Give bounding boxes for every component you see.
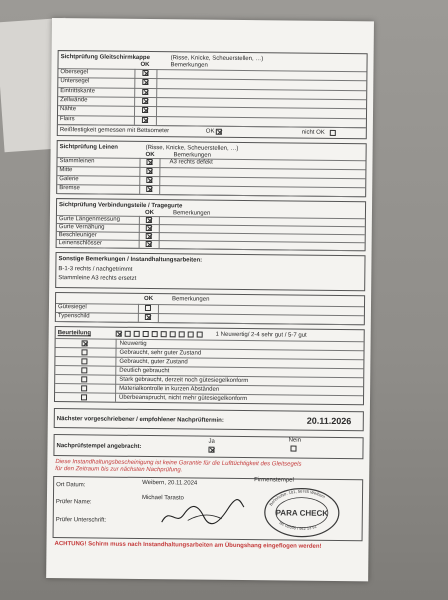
strength-ok-checkbox[interactable] — [216, 129, 222, 135]
inspector-name-label: Prüfer Name: — [55, 499, 92, 506]
scale-box-10[interactable] — [197, 332, 203, 338]
strength-ok-label: OK — [205, 128, 215, 135]
stamp-no-label: Nein — [288, 437, 301, 444]
connectors-row-3-checkbox[interactable] — [146, 241, 152, 247]
next-inspection-label: Nächster vorgeschriebener / empfohlener Nachprüftermin: — [56, 416, 224, 424]
connectors-row-2-checkbox[interactable] — [146, 233, 152, 239]
lines-row-0-remark: A3 rechts defekt — [169, 159, 213, 166]
assessment-scale: 1 Neuwertig/ 2-4 sehr gut / 5-7 gut — [215, 331, 307, 339]
strength-label: Reißfestigkeit gemessen mit Bettsometer — [59, 127, 170, 135]
place-date-value: Weibern, 20.11.2024 — [142, 479, 198, 487]
strength-not-ok-checkbox[interactable] — [330, 130, 336, 136]
connectors-row-0-label: Gurte Längenmessung — [58, 216, 120, 223]
inspector-signature-label: Prüfer Unterschrift: — [55, 517, 107, 524]
lines-row-0-label: Stammleinen — [59, 158, 95, 165]
stamp-logo-text: PARA CHECK — [275, 508, 329, 518]
assessment-section — [54, 326, 365, 405]
seal-row-1-label: Typenschild — [57, 313, 90, 320]
seal-row-0-checkbox[interactable] — [145, 305, 151, 311]
assessment-option-1-checkbox[interactable] — [81, 349, 87, 355]
canopy-row-4-label: Nähte — [60, 106, 77, 113]
assessment-option-4-checkbox[interactable] — [81, 376, 87, 382]
canopy-row-1-label: Untersegel — [60, 78, 90, 85]
seal-row-1-checkbox[interactable] — [145, 314, 151, 320]
remarks-title: Sonstige Bemerkungen / Instandhaltungsarbeiten: — [58, 256, 203, 264]
assessment-option-5-checkbox[interactable] — [81, 385, 87, 391]
connectors-row-2-label: Beschleuniger — [58, 232, 97, 239]
assessment-option-4-label: Stark gebraucht, derzeit noch gütesiegelkonform — [119, 376, 249, 384]
lines-row-2-checkbox[interactable] — [146, 177, 152, 183]
connectors-row-1-checkbox[interactable] — [146, 225, 152, 231]
next-inspection-date: 20.11.2026 — [306, 415, 352, 427]
company-stamp-label: Firmenstempel — [254, 477, 294, 484]
connectors-ok-header: OK — [144, 209, 154, 217]
scale-box-4[interactable] — [143, 331, 149, 337]
remarks-line-1: B-1-3 rechts / nachgetrimmt — [58, 266, 133, 273]
disclaimer-line-2: für den Zeitraum bis zur nächsten Nachprüfung. — [55, 466, 183, 474]
assessment-option-2-checkbox[interactable] — [81, 358, 87, 364]
stamp-applied-section — [53, 434, 363, 459]
assessment-option-1-label: Gebraucht, sehr guter Zustand — [119, 349, 202, 357]
lines-row-3-label: Bremse — [59, 185, 80, 192]
remarks-line-2: Stammleine A3 rechts ersetzt — [58, 275, 137, 282]
company-stamp — [262, 485, 343, 540]
canopy-section — [57, 50, 368, 139]
scale-box-7[interactable] — [170, 331, 176, 337]
canopy-row-2-label: Eintrittskante — [60, 87, 95, 95]
svg-text:Tel. 02655 / 942 13 91 — [278, 520, 318, 531]
scale-box-1[interactable] — [116, 331, 122, 337]
scale-box-2[interactable] — [125, 331, 131, 337]
canopy-row-5-checkbox[interactable] — [142, 116, 148, 122]
canopy-row-5-label: Flairs — [59, 115, 75, 122]
canopy-row-1-checkbox[interactable] — [142, 79, 148, 85]
canopy-row-3-label: Zellwände — [60, 96, 88, 104]
canopy-row-3-checkbox[interactable] — [142, 98, 148, 104]
canopy-row-4-checkbox[interactable] — [142, 107, 148, 113]
warning-text: ACHTUNG! Schirm muss nach Instandhaltungsarbeiten am Übungshang eingeflogen werden! — [54, 541, 322, 550]
lines-title: Sichtprüfung Leinen — [59, 144, 119, 151]
seal-row-0-label: Gütesiegel — [57, 304, 87, 311]
canopy-remarks-header: Bemerkungen — [170, 62, 208, 69]
strength-not-ok-label: nicht OK — [301, 129, 325, 136]
assessment-option-2-label: Gebraucht, guter Zustand — [119, 358, 188, 365]
stamp-ring-top: Bahnhofstr. 101, 56745 Weibern — [268, 488, 327, 507]
remarks-section — [55, 252, 365, 291]
connectors-row-1-label: Gurte Vernähung — [58, 224, 105, 231]
stamp-no-checkbox[interactable] — [290, 446, 296, 452]
scale-box-8[interactable] — [179, 331, 185, 337]
assessment-option-6-checkbox[interactable] — [81, 394, 87, 400]
disclaimer-line-1: Diese Instandhaltungsbescheinigung ist keine Garantie für die Lufttüchtigkeit des Gleitsegels — [55, 459, 302, 468]
stamp-yes-label: Ja — [208, 438, 215, 445]
lines-ok-header: OK — [145, 151, 155, 159]
lines-row-1-label: Mitte — [59, 167, 73, 174]
lines-row-2-label: Galerie — [59, 176, 79, 183]
seal-section — [55, 292, 365, 325]
signature-section — [53, 476, 364, 541]
lines-section — [56, 140, 367, 197]
connectors-section — [56, 198, 367, 251]
next-inspection-section — [54, 408, 364, 431]
connectors-title: Sichtprüfung Verbindungsteile / Tragegurte — [59, 202, 183, 210]
seal-ok-header: OK — [144, 295, 154, 303]
connectors-remarks-header: Bemerkungen — [172, 210, 211, 217]
scale-box-3[interactable] — [134, 331, 140, 337]
place-date-label: Ort Datum: — [56, 482, 86, 489]
scale-box-6[interactable] — [161, 331, 167, 337]
canopy-row-0-checkbox[interactable] — [142, 70, 148, 76]
lines-row-0-checkbox[interactable] — [146, 159, 152, 165]
connectors-row-3-label: Leinenschlösser — [58, 240, 103, 247]
lines-row-3-checkbox[interactable] — [146, 186, 152, 192]
assessment-title: Beurteilung — [57, 330, 92, 337]
stamp-ring-bottom: Tel. 02655 / 942 13 91 — [277, 519, 318, 531]
handwritten-signature — [158, 496, 248, 531]
canopy-title: Sichtprüfung Gleitschirmkappe — [60, 54, 150, 62]
assessment-option-3-label: Deutlich gebraucht — [119, 367, 170, 374]
lines-remarks-header: Bemerkungen — [173, 152, 211, 159]
stamp-applied-label: Nachprüfstempel angebracht: — [56, 443, 142, 450]
inspector-name-value: Michael Tarasto — [141, 494, 184, 502]
assessment-option-6-label: Überbeansprucht, nicht mehr gütesiegelkonform — [119, 394, 248, 402]
assessment-option-3-checkbox[interactable] — [81, 367, 87, 373]
stamp-yes-checkbox[interactable] — [208, 447, 214, 453]
canopy-ok-header: OK — [140, 61, 150, 69]
assessment-option-5-label: Materialkontrolle in kurzen Abständen — [119, 385, 220, 393]
canopy-row-0-label: Obersegel — [60, 69, 89, 76]
canopy-row-2-checkbox[interactable] — [142, 89, 148, 95]
seal-remarks-header: Bemerkungen — [172, 296, 210, 303]
lines-note: (Risse, Knicke, Scheuerstellen, …) — [145, 144, 239, 152]
scale-box-5[interactable] — [152, 331, 158, 337]
inspection-form-page — [46, 18, 374, 581]
lines-row-1-checkbox[interactable] — [146, 168, 152, 174]
scale-box-9[interactable] — [188, 331, 194, 337]
canopy-note: (Risse, Knicke, Scheuerstellen, …) — [170, 55, 264, 63]
assessment-option-0-checkbox[interactable] — [82, 340, 88, 346]
assessment-option-0-label: Neuwertig — [119, 340, 147, 347]
connectors-row-0-checkbox[interactable] — [146, 217, 152, 223]
